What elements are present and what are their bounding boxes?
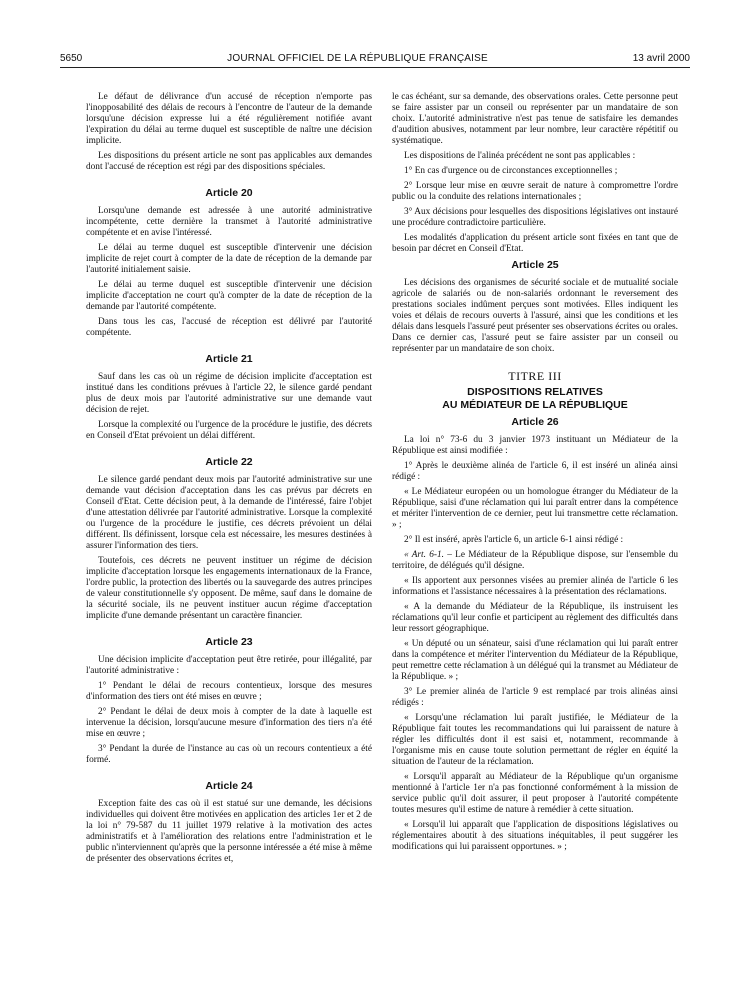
paragraph: Dans tous les cas, l'accusé de réception est délivré par l'autorité compétente.	[86, 317, 372, 338]
quoted-paragraph: « Ils apportent aux personnes visées au premier alinéa de l'article 6 les informations et l'assistance nécessaires à la présentation des réclamations.	[392, 576, 678, 597]
section-subtitle	[392, 386, 678, 412]
paragraph: le cas échéant, sur sa demande, des observations orales. Cette personne peut se faire assister par un conseil ou représenter par un mandataire de son choix. L'autorité administrative n'est pas tenue de satisfaire les demandes d'audition abusives, notamment par leur nombre, leur caractère répétitif ou systématique.	[392, 92, 678, 146]
paragraph: Le défaut de délivrance d'un accusé de réception n'emporte pas l'inopposabilité des délais de recours à l'encontre de l'auteur de la demande lorsqu'une décision expresse lui a été régulièrement notifiée avant l'expiration du délai au terme duquel est susceptible de naître une décision implicite.	[86, 92, 372, 146]
page-header	[60, 46, 690, 68]
paragraph: Une décision implicite d'acceptation peut être retirée, pour illégalité, par l'autorité administrative :	[86, 655, 372, 676]
section-subtitle-line: DISPOSITIONS RELATIVES	[467, 386, 603, 398]
list-item: 1° En cas d'urgence ou de circonstances exceptionnelles ;	[404, 166, 618, 176]
quoted-paragraph: « Un député ou un sénateur, saisi d'une réclamation qui lui paraît entrer dans la compétence et mériter l'intervention du Médiateur de la République, peut remettre cette réclamation à un délégué qui la transmet au Médiateur de la République. » ;	[392, 639, 678, 682]
article-heading: Article 23	[205, 636, 253, 648]
paragraph: Le délai au terme duquel est susceptible d'intervenir une décision implicite d'acceptation ne court qu'à compter de la date de réception de la demande par l'autorité compétente.	[86, 280, 372, 312]
quoted-paragraph: « Lorsqu'une réclamation lui paraît justifiée, le Médiateur de la République fait toutes les recommandations qui lui paraissent de nature à régler les difficultés dont il est saisi et, notamment, recommande à l'organisme mis en cause toute solution permettant de régler en équité la situation de l'auteur de la réclamation.	[392, 713, 678, 767]
quoted-paragraph	[392, 550, 678, 572]
paragraph: Les modalités d'application du présent article sont fixées en tant que de besoin par décret en Conseil d'Etat.	[392, 233, 678, 254]
paragraph: Lorsqu'une demande est adressée à une autorité administrative incompétente, cette dernière la transmet à l'autorité administrative compétente et en avise l'intéressé.	[86, 206, 372, 238]
list-item: 3° Aux décisions pour lesquelles des dispositions législatives ont instauré une procédure contradictoire particulière.	[392, 207, 678, 228]
paragraph: Lorsque la complexité ou l'urgence de la procédure le justifie, des décrets en Conseil d'Etat prévoient un délai différent.	[86, 420, 372, 441]
paragraph: Les dispositions de l'alinéa précédent ne sont pas applicables :	[404, 151, 636, 161]
section-subtitle-line: AU MÉDIATEUR DE LA RÉPUBLIQUE	[442, 399, 628, 411]
paragraph: 1° Après le deuxième alinéa de l'article 6, il est inséré un alinéa ainsi rédigé :	[392, 461, 678, 482]
paragraph: Exception faite des cas où il est statué sur une demande, les décisions individuelles qui doivent être motivées en application des articles 1er et 2 de la loi n° 79-587 du 11 juillet 1979 relative à la motivation des actes administratifs et à l'amélioration des relations entre l'administration et le public n'interviennent qu'après que la personne intéressée a été mise à même de présenter des observations écrites et,	[86, 799, 372, 864]
quoted-paragraph: « A la demande du Médiateur de la République, ils instruisent les réclamations qu'il leur confie et participent au règlement des difficultés dans leur ressort géographique.	[392, 602, 678, 634]
list-item: 2° Lorsque leur mise en œuvre serait de nature à compromettre l'ordre public ou la conduite des relations internationales ;	[392, 181, 678, 202]
paragraph: 2° Il est inséré, après l'article 6, un article 6-1 ainsi rédigé :	[404, 535, 624, 545]
quoted-paragraph: « Lorsqu'il apparaît au Médiateur de la République qu'un organisme mentionné à l'article 1er n'a pas fonctionné conformément à la mission de service public qu'il doit assurer, il peut proposer à l'autorité compétente toutes mesures qu'il estime de nature à remédier à cette situation.	[392, 772, 678, 815]
article-heading: Article 21	[205, 353, 253, 365]
issue-date: 13 avril 2000	[632, 53, 690, 64]
article-text: – Le Médiateur de la République dispose, sur l'ensemble du territoire, de délégués qu'il désigne.	[392, 550, 678, 571]
text-columns	[86, 92, 678, 869]
paragraph: Le silence gardé pendant deux mois par l'autorité administrative sur une demande vaut décision d'acceptation dans les cas prévus par décrets en Conseil d'Etat. Cette décision peut, à la demande de l'intéressé, faire l'objet d'une attestation délivrée par l'autorité administrative. Lorsque la complexité ou l'urgence de la procédure le justifie, ces décrets prévoient un délai différent. Ils définissent, lorsque cela est nécessaire, les mesures destinées à assurer l'information des tiers.	[86, 475, 372, 551]
journal-title: JOURNAL OFFICIEL DE LA RÉPUBLIQUE FRANÇAISE	[227, 53, 488, 64]
article-heading: Article 25	[511, 259, 559, 271]
left-column	[86, 92, 372, 869]
quoted-paragraph: « Lorsqu'il lui apparaît que l'application de dispositions législatives ou réglementaires aboutit à des situations inéquitables, il peut suggérer les modifications qui lui paraissent opportunes. » ;	[392, 820, 678, 852]
paragraph: Les décisions des organismes de sécurité sociale et de mutualité sociale agricole de salariés ou de non-salariés ordonnant le reversement des prestations sociales indûment perçues sont motivées. Elles indiquent les voies et délais de recours ouverts à l'assuré, ainsi que les conditions et les délais dans lesquels l'assuré peut présenter ses observations écrites ou orales. Dans ce dernier cas, l'assuré peut se faire assister par un conseil ou représenter par un mandataire de son choix.	[392, 278, 678, 354]
paragraph: La loi n° 73-6 du 3 janvier 1973 instituant un Médiateur de la République est ainsi modifiée :	[392, 435, 678, 456]
list-item: 1° Pendant le délai de recours contentieux, lorsque des mesures d'information des tiers ont été mises en œuvre ;	[86, 681, 372, 702]
article-heading: Article 24	[205, 780, 253, 792]
article-reference: « Art. 6-1.	[404, 550, 444, 560]
quoted-paragraph: « Le Médiateur européen ou un homologue étranger du Médiateur de la République, saisi d'une réclamation qui lui paraît entrer dans la compétence et mériter l'intervention de ce dernier, peut lui transmettre cette réclamation. » ;	[392, 487, 678, 530]
paragraph: Les dispositions du présent article ne sont pas applicables aux demandes dont l'accusé de réception est régi par des dispositions spéciales.	[86, 151, 372, 172]
article-heading: Article 22	[205, 456, 253, 468]
page-number: 5650	[60, 53, 83, 64]
section-title: TITRE III	[508, 369, 562, 383]
paragraph: Le délai au terme duquel est susceptible d'intervenir une décision implicite de rejet court à compter de la date de réception de la demande par l'autorité initialement saisie.	[86, 243, 372, 275]
article-heading: Article 20	[205, 187, 253, 199]
paragraph: Toutefois, ces décrets ne peuvent instituer un régime de décision implicite d'acceptation lorsque les engagements internationaux de la France, l'ordre public, la protection des libertés ou la sauvegarde des autres principes de valeur constitutionnelle s'y opposent. De même, sauf dans le domaine de la sécurité sociale, ils ne peuvent instituer aucun régime d'acceptation implicite d'une demande présentant un caractère financier.	[86, 556, 372, 621]
paragraph: 3° Le premier alinéa de l'article 9 est remplacé par trois alinéas ainsi rédigés :	[392, 687, 678, 708]
right-column	[392, 92, 678, 869]
list-item: 3° Pendant la durée de l'instance au cas où un recours contentieux a été formé.	[86, 744, 372, 765]
list-item: 2° Pendant le délai de deux mois à compter de la date à laquelle est intervenue la décision, lorsqu'aucune mesure d'information des tiers n'a été mise en œuvre ;	[86, 707, 372, 739]
article-heading: Article 26	[511, 416, 559, 428]
paragraph: Sauf dans les cas où un régime de décision implicite d'acceptation est institué dans les conditions prévues à l'article 22, le silence gardé pendant plus de deux mois par l'autorité administrative sur une demande vaut décision de rejet.	[86, 372, 372, 415]
